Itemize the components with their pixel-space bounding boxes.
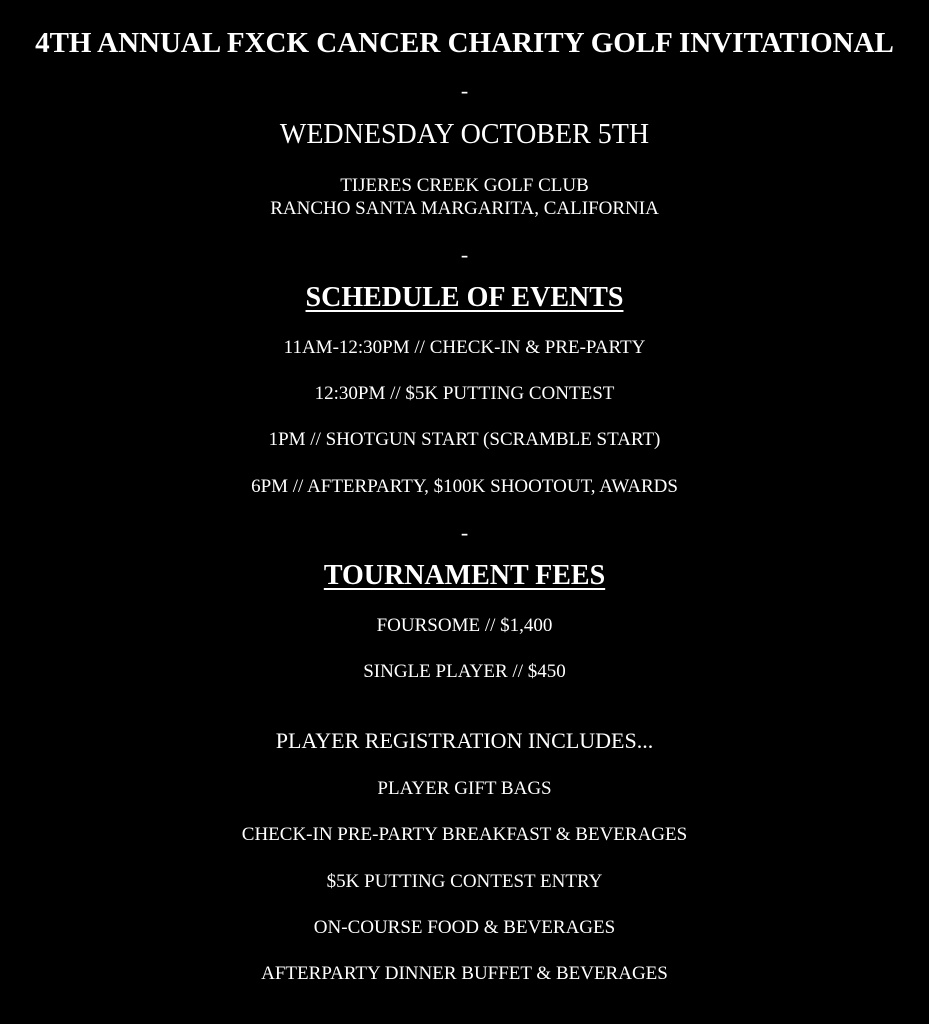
fees-heading [0,562,929,590]
fees-heading-text: TOURNAMENT FEES [323,560,606,591]
schedule-item: 1PM // SHOTGUN START (SCRAMBLE START) [268,429,661,450]
schedule-item: 6PM // AFTERPARTY, $100K SHOOTOUT, AWARDS [251,476,678,497]
separator-dash: - [460,78,469,103]
venue-name: TIJERES CREEK GOLF CLUB [340,175,589,196]
fee-item: FOURSOME // $1,400 [376,615,553,636]
registration-item: ON-COURSE FOOD & BEVERAGES [313,917,616,938]
schedule-item: 12:30PM // $5K PUTTING CONTEST [314,383,615,404]
venue-location: RANCHO SANTA MARGARITA, CALIFORNIA [270,198,659,219]
event-title: 4TH ANNUAL FXCK CANCER CHARITY GOLF INVITATIONAL [35,27,894,59]
event-date: WEDNESDAY OCTOBER 5TH [279,119,650,150]
schedule-heading [0,284,929,312]
registration-item: CHECK-IN PRE-PARTY BREAKFAST & BEVERAGES [241,824,688,845]
registration-item: AFTERPARTY DINNER BUFFET & BEVERAGES [261,963,668,984]
fee-item: SINGLE PLAYER // $450 [363,661,566,682]
registration-heading: PLAYER REGISTRATION INCLUDES... [275,728,654,753]
registration-item: PLAYER GIFT BAGS [377,778,552,799]
schedule-heading-text: SCHEDULE OF EVENTS [305,282,624,313]
registration-item: $5K PUTTING CONTEST ENTRY [326,871,603,892]
separator-dash: - [460,520,469,545]
separator-dash: - [460,242,469,267]
schedule-item: 11AM-12:30PM // CHECK-IN & PRE-PARTY [283,337,646,358]
